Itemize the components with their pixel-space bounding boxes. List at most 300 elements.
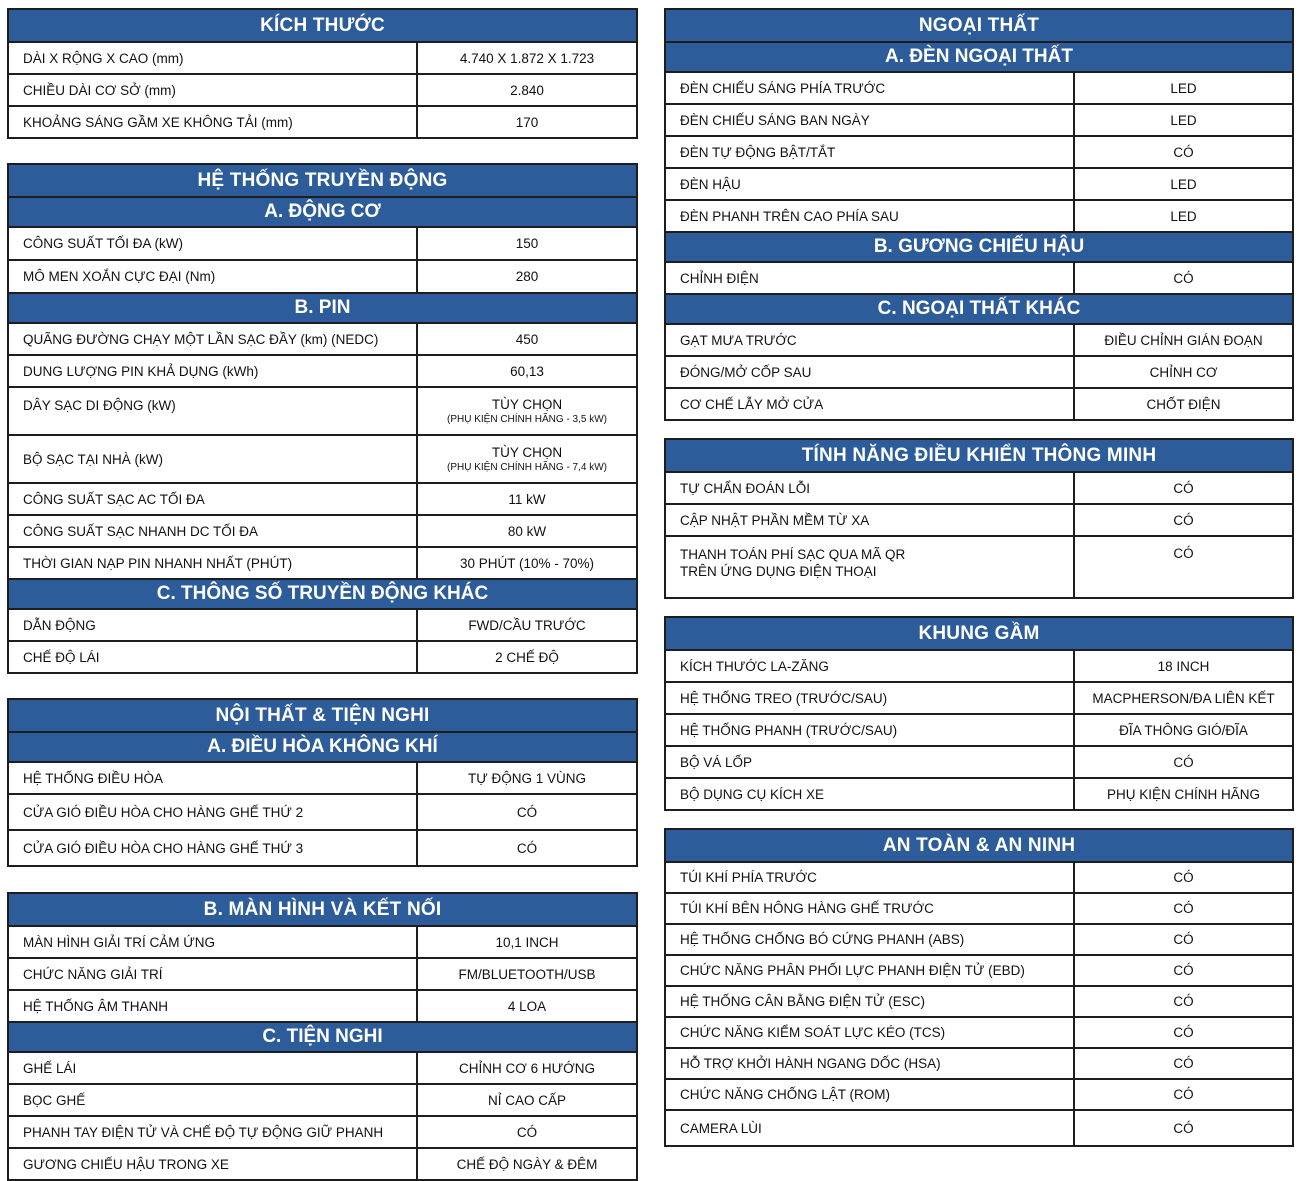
spec-label-cell bbox=[9, 75, 418, 105]
spec-label-cell bbox=[666, 473, 1075, 503]
spec-value: 4 LOA bbox=[507, 998, 547, 1014]
spec-value: CÓ bbox=[1173, 901, 1194, 916]
spec-label: CHỨC NĂNG KIỂM SOÁT LỰC KÉO (TCS) bbox=[680, 1025, 946, 1040]
section-rows bbox=[666, 261, 1292, 293]
spec-label-text bbox=[680, 1120, 762, 1137]
table-row bbox=[666, 681, 1292, 713]
spec-value-cell bbox=[418, 356, 636, 386]
table-row bbox=[9, 829, 636, 865]
table-row bbox=[9, 1051, 636, 1083]
spec-value-cell bbox=[418, 1117, 636, 1147]
spec-label: BỘ SẠC TẠI NHÀ (kW) bbox=[23, 451, 164, 467]
spec-value-cell bbox=[418, 75, 636, 105]
section-rows bbox=[9, 322, 636, 578]
table-row bbox=[666, 103, 1292, 135]
spec-label-cell bbox=[9, 959, 418, 989]
spec-label-cell bbox=[666, 779, 1075, 809]
spec-value-cell bbox=[418, 516, 636, 546]
spec-label-text bbox=[680, 396, 823, 413]
table-row bbox=[9, 259, 636, 292]
spec-label-text bbox=[23, 555, 292, 572]
spec-label-text bbox=[680, 332, 797, 349]
spec-label-cell bbox=[9, 436, 418, 482]
spec-value-cell bbox=[1075, 1111, 1292, 1145]
spec-label: CÔNG SUẤT SẠC AC TỐI ĐA bbox=[23, 491, 205, 507]
section-rows bbox=[666, 471, 1292, 597]
spec-value: CÓ bbox=[1173, 546, 1194, 561]
spec-label-cell bbox=[666, 357, 1075, 387]
spec-value-note: (PHỤ KIỆN CHÍNH HÃNG - 7,4 kW) bbox=[446, 462, 607, 473]
table-row bbox=[666, 1016, 1292, 1047]
spec-label: GẠT MƯA TRƯỚC bbox=[680, 332, 797, 348]
spec-value-cell bbox=[1075, 651, 1292, 681]
spec-value: 2 CHẾ ĐỘ bbox=[495, 649, 559, 665]
spec-label-cell bbox=[9, 642, 418, 672]
table-title: B. MÀN HÌNH VÀ KẾT NỐI bbox=[9, 894, 636, 925]
spec-value-cell bbox=[1075, 325, 1292, 355]
section-title: A. ĐÈN NGOẠI THẤT bbox=[666, 41, 1292, 71]
spec-label: TÚI KHÍ PHÍA TRƯỚC bbox=[680, 870, 817, 885]
spec-table-man-hinh-tien-nghi bbox=[7, 892, 638, 1181]
spec-label-cell bbox=[9, 795, 418, 829]
spec-label-text bbox=[680, 270, 759, 287]
spec-label-text bbox=[680, 80, 885, 97]
section-title: B. PIN bbox=[9, 292, 636, 322]
table-row bbox=[666, 167, 1292, 199]
table-row bbox=[666, 923, 1292, 954]
spec-value: CÓ bbox=[1173, 754, 1194, 770]
spec-value-cell bbox=[1075, 894, 1292, 923]
section-rows bbox=[666, 649, 1292, 809]
spec-label-text bbox=[23, 268, 215, 285]
section-rows bbox=[9, 608, 636, 672]
spec-value-cell bbox=[418, 795, 636, 829]
spec-value-cell bbox=[418, 991, 636, 1021]
table-row bbox=[9, 608, 636, 640]
spec-label: ĐÓNG/MỞ CỐP SAU bbox=[680, 364, 812, 380]
spec-value: TÙY CHỌN bbox=[491, 397, 563, 412]
table-title: TÍNH NĂNG ĐIỀU KHIỂN THÔNG MINH bbox=[666, 440, 1292, 471]
spec-label: DẪN ĐỘNG bbox=[23, 617, 96, 633]
spec-value: CÓ bbox=[1173, 932, 1194, 947]
spec-label-cell bbox=[9, 763, 418, 793]
spec-label-text bbox=[680, 176, 741, 193]
spec-label-cell bbox=[666, 956, 1075, 985]
spec-label: QUÃNG ĐƯỜNG CHẠY MỘT LẦN SẠC ĐẦY (km) (NEDC) bbox=[23, 331, 379, 347]
table-title: KHUNG GẦM bbox=[666, 618, 1292, 649]
spec-label-cell bbox=[9, 610, 418, 640]
spec-label-cell bbox=[9, 1117, 418, 1147]
spec-value: PHỤ KIỆN CHÍNH HÃNG bbox=[1106, 786, 1260, 802]
spec-label-text bbox=[680, 546, 905, 580]
spec-value-cell bbox=[1075, 683, 1292, 713]
spec-label: CHỨC NĂNG GIẢI TRÍ bbox=[23, 966, 163, 982]
spec-value-cell bbox=[418, 831, 636, 865]
spec-label-text bbox=[23, 363, 258, 380]
table-row bbox=[9, 482, 636, 514]
spec-label: CHẾ ĐỘ LÁI bbox=[23, 649, 100, 665]
spec-label: HỖ TRỢ KHỞI HÀNH NGANG DỐC (HSA) bbox=[680, 1056, 941, 1071]
spec-value-cell bbox=[418, 228, 636, 259]
spec-label: CHỨC NĂNG CHỐNG LẬT (ROM) bbox=[680, 1087, 891, 1102]
spec-label-cell bbox=[666, 1111, 1075, 1145]
spec-label: PHANH TAY ĐIỆN TỬ VÀ CHẾ ĐỘ TỰ ĐỘNG GIỮ PHANH bbox=[23, 1124, 384, 1140]
spec-label: TÚI KHÍ BÊN HÔNG HÀNG GHẾ TRƯỚC bbox=[680, 901, 934, 916]
table-title: AN TOÀN & AN NINH bbox=[666, 830, 1292, 861]
table-row bbox=[9, 1147, 636, 1179]
spec-label-text bbox=[23, 82, 176, 99]
spec-label-text bbox=[680, 931, 964, 948]
spec-value: CÓ bbox=[516, 840, 538, 856]
spec-label-cell bbox=[9, 516, 418, 546]
spec-label-text bbox=[23, 649, 100, 666]
spec-label: DÂY SẠC DI ĐỘNG (kW) bbox=[23, 398, 176, 413]
spec-label: GƯƠNG CHIẾU HẬU TRONG XE bbox=[23, 1156, 229, 1172]
spec-label-text bbox=[23, 617, 96, 634]
spec-label: ĐÈN TỰ ĐỘNG BẬT/TẮT bbox=[680, 144, 836, 160]
spec-label-text bbox=[680, 962, 1025, 979]
spec-label-cell bbox=[9, 548, 418, 578]
spec-label-cell bbox=[9, 356, 418, 386]
spec-label-text bbox=[23, 840, 303, 857]
spec-value-cell bbox=[1075, 1049, 1292, 1078]
spec-value-cell bbox=[418, 43, 636, 73]
spec-value: 450 bbox=[515, 331, 539, 347]
spec-label-text bbox=[680, 754, 752, 771]
table-row bbox=[666, 355, 1292, 387]
spec-label: HỆ THỐNG CHỐNG BÓ CỨNG PHANH (ABS) bbox=[680, 932, 965, 947]
section-title: A. ĐIỀU HÒA KHÔNG KHÍ bbox=[9, 731, 636, 761]
spec-label-text bbox=[680, 480, 810, 497]
spec-label: KÍCH THƯỚC LA-ZĂNG bbox=[680, 658, 829, 674]
spec-label-text bbox=[23, 523, 258, 540]
table-row bbox=[9, 761, 636, 793]
spec-label-text bbox=[23, 1060, 76, 1077]
section-title: C. THÔNG SỐ TRUYỀN ĐỘNG KHÁC bbox=[9, 578, 636, 608]
right-column bbox=[664, 8, 1294, 1147]
spec-label-text bbox=[680, 900, 934, 917]
spec-label: DÀI X RỘNG X CAO (mm) bbox=[23, 50, 184, 66]
spec-value-cell bbox=[418, 388, 636, 434]
table-row bbox=[666, 954, 1292, 985]
spec-label-text bbox=[23, 934, 215, 951]
table-row bbox=[666, 892, 1292, 923]
spec-value-cell bbox=[1075, 201, 1292, 231]
spec-value-cell bbox=[418, 1053, 636, 1083]
spec-label-text bbox=[680, 144, 835, 161]
spec-value: CHỈNH CƠ bbox=[1149, 364, 1218, 380]
spec-label: ĐÈN CHIẾU SÁNG BAN NGÀY bbox=[680, 112, 870, 128]
spec-value-cell bbox=[1075, 73, 1292, 103]
section-title: C. NGOẠI THẤT KHÁC bbox=[666, 293, 1292, 323]
table-row bbox=[666, 471, 1292, 503]
spec-label-cell bbox=[666, 987, 1075, 1016]
spec-label-cell bbox=[666, 325, 1075, 355]
spec-label-cell bbox=[9, 927, 418, 957]
spec-label-cell bbox=[9, 991, 418, 1021]
spec-label-cell bbox=[666, 505, 1075, 535]
section-rows bbox=[9, 761, 636, 865]
table-row bbox=[666, 535, 1292, 597]
spec-label-cell bbox=[9, 484, 418, 514]
spec-label-cell bbox=[9, 1149, 418, 1179]
spec-value-cell bbox=[418, 548, 636, 578]
spec-value: CÓ bbox=[1173, 1056, 1194, 1071]
spec-label-text bbox=[23, 491, 205, 508]
spec-label-text bbox=[23, 235, 183, 252]
spec-label-text bbox=[680, 112, 870, 129]
spec-value: FM/BLUETOOTH/USB bbox=[458, 966, 596, 982]
spec-label-text bbox=[23, 804, 303, 821]
spec-label-cell bbox=[666, 263, 1075, 293]
spec-value: 10,1 INCH bbox=[495, 934, 559, 950]
spec-label-text bbox=[680, 512, 869, 529]
spec-label-text bbox=[23, 331, 378, 348]
spec-label-cell bbox=[666, 651, 1075, 681]
spec-value: CÓ bbox=[1173, 512, 1194, 528]
spec-label: MÔ MEN XOẮN CỰC ĐẠI (Nm) bbox=[23, 269, 216, 284]
spec-label-line2: TRÊN ỨNG DỤNG ĐIỆN THOẠI bbox=[680, 564, 877, 579]
spec-label-text bbox=[23, 1124, 383, 1141]
spec-label-cell bbox=[666, 683, 1075, 713]
table-row bbox=[666, 777, 1292, 809]
table-row bbox=[666, 861, 1292, 892]
spec-label-cell bbox=[9, 261, 418, 292]
spec-label-cell bbox=[9, 1085, 418, 1115]
spec-label: THỜI GIAN NẠP PIN NHANH NHẤT (PHÚT) bbox=[23, 555, 293, 571]
table-row bbox=[666, 503, 1292, 535]
section-rows bbox=[666, 71, 1292, 231]
left-column bbox=[7, 8, 638, 1181]
spec-value: CÓ bbox=[516, 1124, 538, 1140]
spec-label-cell bbox=[666, 169, 1075, 199]
spec-label-text bbox=[680, 1086, 890, 1103]
table-gap bbox=[7, 674, 638, 698]
spec-value-cell bbox=[1075, 357, 1292, 387]
spec-value-cell bbox=[1075, 505, 1292, 535]
spec-label: BỘ VÁ LỐP bbox=[680, 754, 753, 770]
spec-value: LED bbox=[1170, 112, 1197, 128]
section-title: C. TIỆN NGHI bbox=[9, 1021, 636, 1051]
table-row bbox=[666, 199, 1292, 231]
spec-label: CHỈNH ĐIỆN bbox=[680, 270, 759, 286]
spec-value-cell bbox=[1075, 537, 1292, 597]
table-row bbox=[9, 105, 636, 137]
spec-label: HỆ THỐNG TREO (TRƯỚC/SAU) bbox=[680, 690, 888, 706]
spec-label-cell bbox=[666, 747, 1075, 777]
section-rows bbox=[9, 226, 636, 292]
spec-value: 30 PHÚT (10% - 70%) bbox=[459, 555, 595, 571]
spec-value: 60,13 bbox=[510, 363, 544, 379]
spec-label: HỆ THỐNG CÂN BẰNG ĐIỆN TỬ (ESC) bbox=[680, 994, 926, 1009]
table-row bbox=[9, 322, 636, 354]
spec-value-cell bbox=[418, 261, 636, 292]
spec-value-cell bbox=[1075, 263, 1292, 293]
spec-value: LED bbox=[1170, 176, 1197, 192]
spec-value-cell bbox=[1075, 987, 1292, 1016]
spec-label-text bbox=[23, 770, 163, 787]
section-rows bbox=[9, 41, 636, 137]
table-row bbox=[9, 640, 636, 672]
spec-value-cell bbox=[1075, 863, 1292, 892]
spec-label-cell bbox=[666, 389, 1075, 419]
spec-label-text bbox=[680, 786, 824, 803]
spec-value-cell bbox=[1075, 169, 1292, 199]
spec-label: ĐÈN CHIẾU SÁNG PHÍA TRƯỚC bbox=[680, 80, 886, 96]
spec-value-cell bbox=[418, 610, 636, 640]
spec-label-cell bbox=[666, 201, 1075, 231]
spec-label-cell bbox=[9, 388, 418, 434]
spec-value-cell bbox=[1075, 389, 1292, 419]
spec-value: 18 INCH bbox=[1157, 658, 1210, 674]
spec-table-khung-gam bbox=[664, 616, 1294, 811]
spec-value: CÓ bbox=[1173, 270, 1194, 286]
spec-label: CỬA GIÓ ĐIỀU HÒA CHO HÀNG GHẾ THỨ 2 bbox=[23, 804, 304, 820]
spec-label-text bbox=[23, 966, 163, 983]
spec-label: CHỨC NĂNG PHÂN PHỐI LỰC PHANH ĐIỆN TỬ (EBD) bbox=[680, 963, 1025, 978]
spec-table-tinh-nang-dieu-khien bbox=[664, 438, 1294, 599]
table-row bbox=[666, 745, 1292, 777]
table-row bbox=[666, 985, 1292, 1016]
spec-label-text bbox=[23, 1092, 85, 1109]
spec-label-text bbox=[680, 1024, 945, 1041]
table-row bbox=[666, 323, 1292, 355]
table-row bbox=[9, 1083, 636, 1115]
spec-value: 280 bbox=[515, 269, 539, 284]
spec-value: CÓ bbox=[1173, 144, 1194, 160]
spec-value: CÓ bbox=[1173, 1087, 1194, 1102]
spec-label-cell bbox=[9, 228, 418, 259]
spec-label-cell bbox=[9, 1053, 418, 1083]
spec-value-cell bbox=[418, 959, 636, 989]
spec-label-cell bbox=[666, 894, 1075, 923]
spec-label: CÔNG SUẤT SẠC NHANH DC TỐI ĐA bbox=[23, 523, 259, 539]
spec-label-cell bbox=[9, 324, 418, 354]
table-row bbox=[9, 226, 636, 259]
spec-label: HỆ THỐNG ÂM THANH bbox=[23, 998, 169, 1014]
spec-value-cell bbox=[1075, 715, 1292, 745]
spec-table-ngoai-that bbox=[664, 8, 1294, 421]
spec-value: 150 bbox=[515, 236, 539, 251]
spec-value: LED bbox=[1170, 80, 1197, 96]
spec-value-cell bbox=[1075, 779, 1292, 809]
table-row bbox=[666, 713, 1292, 745]
spec-value: CÓ bbox=[1173, 963, 1194, 978]
spec-label-cell bbox=[666, 925, 1075, 954]
spec-label-cell bbox=[666, 137, 1075, 167]
spec-label-cell bbox=[9, 831, 418, 865]
table-row bbox=[9, 1115, 636, 1147]
spec-value: FWD/CẦU TRƯỚC bbox=[468, 617, 586, 633]
table-gap bbox=[664, 811, 1294, 828]
table-title: KÍCH THƯỚC bbox=[9, 10, 636, 41]
spec-label: CẬP NHẬT PHẦN MỀM TỪ XA bbox=[680, 512, 870, 528]
spec-value: ĐĨA THÔNG GIÓ/ĐĨA bbox=[1119, 722, 1248, 738]
table-row bbox=[9, 434, 636, 482]
table-row bbox=[666, 135, 1292, 167]
spec-value: CÓ bbox=[1173, 1120, 1194, 1136]
table-row bbox=[666, 1078, 1292, 1109]
spec-value: CÓ bbox=[1173, 870, 1194, 885]
spec-label: HỆ THỐNG ĐIỀU HÒA bbox=[23, 770, 164, 786]
spec-label: BỘ DỤNG CỤ KÍCH XE bbox=[680, 786, 825, 802]
spec-value: CHẾ ĐỘ NGÀY & ĐÊM bbox=[456, 1156, 598, 1172]
table-row bbox=[9, 41, 636, 73]
table-row bbox=[666, 649, 1292, 681]
table-title: NỘI THẤT & TIỆN NGHI bbox=[9, 700, 636, 731]
spec-label: KHOẢNG SÁNG GẦM XE KHÔNG TẢI (mm) bbox=[23, 114, 293, 130]
spec-label: MÀN HÌNH GIẢI TRÍ CẢM ỨNG bbox=[23, 934, 216, 950]
spec-label: CHIỀU DÀI CƠ SỞ (mm) bbox=[23, 82, 176, 98]
spec-label: TỰ CHẨN ĐOÁN LỖI bbox=[680, 480, 811, 496]
spec-value-cell bbox=[418, 484, 636, 514]
spec-table-kich-thuoc bbox=[7, 8, 638, 139]
table-gap bbox=[7, 867, 638, 892]
spec-label-text bbox=[680, 208, 899, 225]
spec-label-cell bbox=[666, 1018, 1075, 1047]
spec-label: HỆ THỐNG PHANH (TRƯỚC/SAU) bbox=[680, 722, 898, 738]
spec-value: 11 kW bbox=[508, 491, 546, 507]
spec-table-an-toan-an-ninh bbox=[664, 828, 1294, 1147]
spec-value-cell bbox=[418, 107, 636, 137]
spec-table-noi-that-tien-nghi bbox=[7, 698, 638, 867]
spec-label-text bbox=[680, 1055, 941, 1072]
spec-value: 2.840 bbox=[510, 82, 544, 98]
spec-value: 170 bbox=[515, 114, 539, 130]
table-row bbox=[666, 387, 1292, 419]
spec-value: 4.740 X 1.872 X 1.723 bbox=[459, 50, 595, 66]
spec-label-text bbox=[23, 451, 163, 468]
spec-value: MACPHERSON/ĐA LIÊN KẾT bbox=[1092, 690, 1275, 706]
spec-label: BỌC GHẾ bbox=[23, 1092, 86, 1108]
section-title: B. GƯƠNG CHIẾU HẬU bbox=[666, 231, 1292, 261]
spec-value-cell bbox=[418, 642, 636, 672]
table-row bbox=[666, 1109, 1292, 1145]
spec-label: ĐÈN PHANH TRÊN CAO PHÍA SAU bbox=[680, 208, 899, 224]
spec-value: TỰ ĐỘNG 1 VÙNG bbox=[467, 770, 587, 786]
table-row bbox=[9, 546, 636, 578]
spec-value: TÙY CHỌN bbox=[491, 445, 563, 460]
spec-value-cell bbox=[418, 324, 636, 354]
spec-value: CÓ bbox=[1173, 994, 1194, 1009]
table-row bbox=[9, 957, 636, 989]
table-row bbox=[9, 925, 636, 957]
spec-value-cell bbox=[418, 1149, 636, 1179]
spec-label: GHẾ LÁI bbox=[23, 1060, 77, 1076]
spec-label-text bbox=[680, 658, 829, 675]
spec-value-cell bbox=[1075, 925, 1292, 954]
table-row bbox=[9, 989, 636, 1021]
spec-label-cell bbox=[9, 107, 418, 137]
spec-label-text bbox=[680, 364, 811, 381]
spec-label: DUNG LƯỢNG PIN KHẢ DỤNG (kWh) bbox=[23, 363, 259, 379]
spec-label: CỬA GIÓ ĐIỀU HÒA CHO HÀNG GHẾ THỨ 3 bbox=[23, 840, 304, 856]
spec-value-cell bbox=[1075, 105, 1292, 135]
table-row bbox=[666, 71, 1292, 103]
section-rows bbox=[9, 925, 636, 1021]
spec-value: ĐIỀU CHỈNH GIÁN ĐOẠN bbox=[1104, 332, 1263, 348]
spec-label-text bbox=[23, 50, 184, 67]
spec-value: CÓ bbox=[1173, 1025, 1194, 1040]
spec-value-cell bbox=[418, 763, 636, 793]
section-rows bbox=[666, 861, 1292, 1145]
table-row bbox=[666, 1047, 1292, 1078]
table-row bbox=[9, 514, 636, 546]
spec-value-cell bbox=[1075, 747, 1292, 777]
spec-value: CHỐT ĐIỆN bbox=[1146, 396, 1221, 412]
spec-label-cell bbox=[666, 1049, 1075, 1078]
spec-value-cell bbox=[418, 927, 636, 957]
